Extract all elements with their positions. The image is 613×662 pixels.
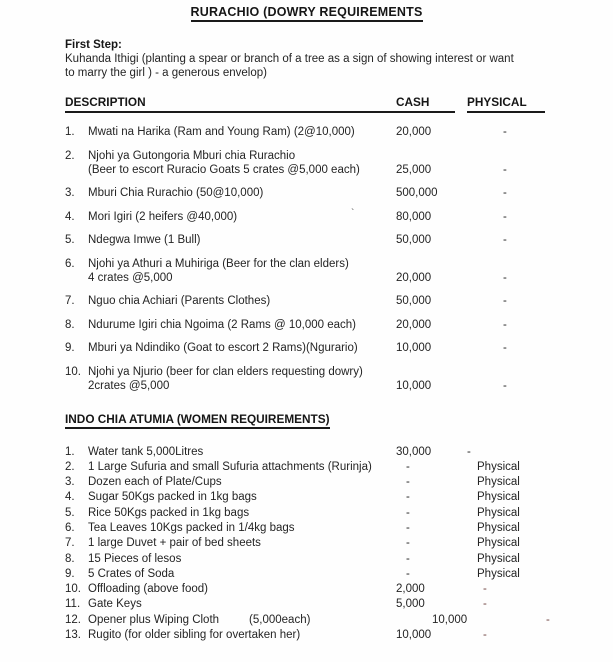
item-description: Rugito (for older sibling for overtaken her) [88,629,301,642]
item-physical-value: - [503,318,507,331]
item-physical-value: - [546,613,550,626]
item-description [88,614,396,628]
item-physical-value: Physical [477,521,520,534]
table-header-left [65,95,455,113]
item-cash-value: 50,000 [396,234,432,246]
first-step-label: First Step: [65,39,122,51]
item-description: Mwati na Harika (Ram and Young Ram) (2@10,000) [88,126,355,138]
item-physical-value: - [503,126,507,138]
item-number: 11. [65,598,81,611]
item-cash-value: 20,000 [396,318,432,331]
item-number: 3. [65,476,75,489]
item-physical-value: Physical [477,567,520,580]
item-cash-value: 10,000 [396,629,432,642]
item-description: Mori Igiri (2 heifers @40,000) ` [88,207,355,223]
item-physical-value: - [503,210,507,223]
table-row [65,553,613,567]
item-description: Rice 50Kgs packed in 1kg bags [88,506,250,519]
item-number: 1. [65,445,75,458]
item-physical-value: - [503,234,507,246]
women-section-header-row [65,412,613,429]
item-number: 1. [65,126,75,138]
item-physical-value: - [503,271,507,284]
item-number: 10. [65,583,81,596]
table-row [65,461,613,475]
item-description: Dozen each of Plate/Cups [88,476,222,489]
item-number: 9. [65,567,75,580]
item-cash-value: - [406,506,410,519]
item-description-text: Opener plus Wiping Cloth [88,613,220,626]
table-row [65,318,613,332]
item-physical-value: - [483,629,487,642]
first-step-section [65,38,613,80]
item-cash-value: - [406,537,410,550]
first-step-text-line: Kuhanda Ithigi (planting a spear or branch of a tree as a sign of showing interest or want [65,53,514,65]
item-description: Offloading (above food) [88,583,208,596]
item-cash-value: 10,000 [396,379,432,392]
item-unit-note: (5,000each) [249,613,311,626]
item-cash-value: 2,000 [396,583,425,596]
table-row [65,365,613,393]
table-row [65,507,613,521]
item-description: Tea Leaves 10Kgs packed in 1/4kg bags [88,521,295,534]
table-row [65,294,613,308]
table-row [65,583,613,597]
document-title: RURACHIO (DOWRY REQUIREMENTS [191,5,423,22]
item-physical-value: - [503,187,507,199]
item-cash-value: 10,000 [432,613,468,626]
item-description: 15 Pieces of lesos [88,552,182,565]
table-row [65,476,613,490]
dowry-requirements-list [0,125,613,393]
item-physical-value: Physical [477,552,520,565]
item-cash-value: 500,000 [396,187,438,199]
item-physical-value: - [503,379,507,392]
table-row [65,537,613,551]
column-header-physical: PHYSICAL [467,95,545,113]
item-description: Gate Keys [88,598,142,611]
item-description: Njohi ya Athuri a Muhiriga (Beer for the clan elders) 4 crates @5,000 [88,257,349,284]
item-cash-value: - [406,476,410,489]
item-physical-value: Physical [477,491,520,504]
table-row [65,149,613,177]
women-section-title: INDO CHIA ATUMIA (WOMEN REQUIREMENTS) [65,412,330,429]
table-row [65,125,613,139]
item-description: Nguo chia Achiari (Parents Clothes) [88,295,271,307]
item-physical-value: - [503,295,507,307]
table-row [65,614,613,628]
table-row [65,257,613,285]
item-description: 1 Large Sufuria and small Sufuria attachments (Rurinja) [88,460,372,473]
item-number: 4. [65,491,75,504]
item-physical-value: Physical [477,460,520,473]
item-number: 6. [65,257,75,270]
table-row [65,207,613,224]
table-row [65,491,613,505]
item-number: 5. [65,506,75,519]
item-cash-value: - [406,521,410,534]
first-step-text-line: to marry the girl ) - a generous envelop) [65,67,267,79]
item-description: 1 large Duvet + pair of bed sheets [88,537,261,550]
women-requirements-list [0,446,613,643]
item-number: 4. [65,210,75,223]
table-row [65,446,613,460]
table-row [65,629,613,643]
item-number: 7. [65,537,75,550]
table-row [65,233,613,247]
item-cash-value: 50,000 [396,295,432,307]
item-description: Mburi ya Ndindiko (Goat to escort 2 Rams)(Ngurario) [88,342,358,354]
table-row [65,341,613,355]
item-cash-value: - [406,491,410,504]
column-header-cash: CASH [396,95,430,109]
item-cash-value: 5,000 [396,598,425,611]
item-description: 5 Crates of Soda [88,567,175,580]
item-cash-value: 80,000 [396,210,432,223]
item-description: Njohi ya Gutongoria Mburi chia Rurachio (Beer to escort Ruracio Goats 5 crates @5,000 each) [88,149,360,176]
item-number: 13. [65,629,81,642]
table-row [65,186,613,200]
item-physical-value: Physical [477,537,520,550]
item-number: 3. [65,187,75,199]
column-header-description: DESCRIPTION [65,95,146,109]
item-description: Water tank 5,000Litres [88,445,204,458]
item-number: 12. [65,613,81,626]
item-description: Njohi ya Njurio (beer for clan elders requesting dowry) 2crates @5,000 [88,365,363,392]
item-description: Ndegwa Imwe (1 Bull) [88,234,201,246]
item-number: 5. [65,234,75,246]
item-number: 9. [65,342,75,354]
title-row [0,0,613,22]
item-cash-value: - [406,460,410,473]
item-physical-value: - [483,583,487,596]
item-physical-value: - [503,342,507,354]
item-number: 2. [65,460,75,473]
item-number: 8. [65,318,75,331]
item-description: Ndurume Igiri chia Ngoima (2 Rams @ 10,000 each) [88,318,356,331]
item-cash-value: 30,000 [396,445,432,458]
item-description: Mburi Chia Rurachio (50@10,000) [88,187,264,199]
item-number: 7. [65,295,75,307]
item-cash-value: 20,000 [396,126,432,138]
item-description: Sugar 50Kgs packed in 1kg bags [88,491,257,504]
item-physical-value: Physical [477,506,520,519]
item-physical-value: - [503,163,507,176]
item-cash-value: - [406,567,410,580]
item-cash-value: 25,000 [396,163,432,176]
item-cash-value: - [406,552,410,565]
item-physical-value: - [483,598,487,611]
table-header [65,95,613,113]
scan-artifact-mark: ` [351,207,355,219]
table-row [65,598,613,612]
item-cash-value: 10,000 [396,342,432,354]
item-physical-value: Physical [477,476,520,489]
item-physical-value: - [467,445,471,458]
item-number: 6. [65,521,75,534]
table-row [65,522,613,536]
item-number: 10. [65,365,81,378]
item-number: 2. [65,149,75,162]
table-row [65,568,613,582]
item-cash-value: 20,000 [396,271,432,284]
item-number: 8. [65,552,75,565]
